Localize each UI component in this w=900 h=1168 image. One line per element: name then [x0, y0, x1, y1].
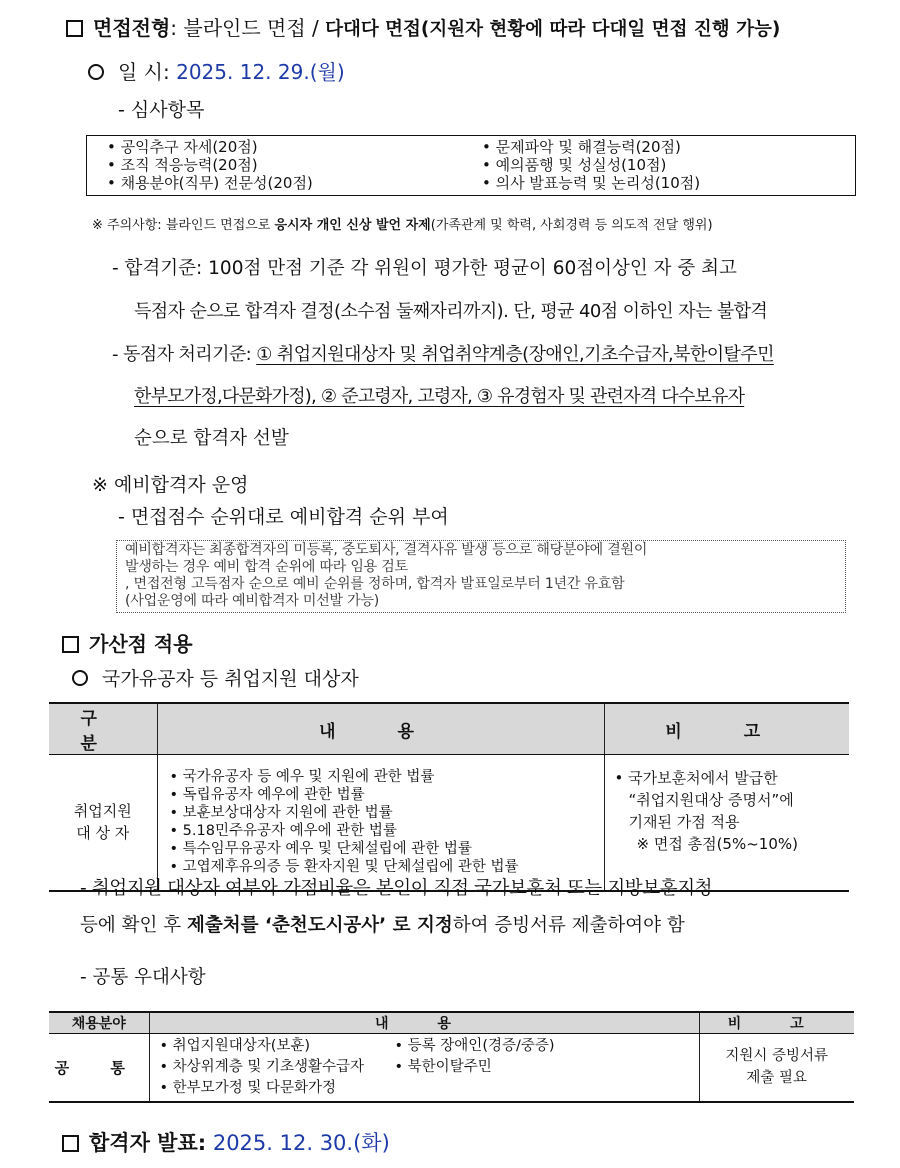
tie-rule-line1: - 동점자 처리기준: ① 취업지원대상자 및 취업취약계층(장애인,기초수급자,북한이탈주민	[112, 344, 774, 365]
common-title: - 공통 우대사항	[80, 967, 206, 988]
common-col-content: 내 용	[149, 1012, 699, 1034]
law-item: • 특수임무유공자 예우 및 단체설립에 관한 법률	[170, 840, 604, 858]
reserve-title: ※ 예비합격자 운영	[92, 474, 249, 496]
common-item: • 차상위계층 및 기초생활수급자	[160, 1057, 395, 1078]
tie-rule-line2: 한부모가정,다문화가정), ② 준고령자, 고령자, ③ 유경험자 및 관련자격 다수보유자	[134, 386, 745, 407]
common-col-note: 비 고	[699, 1012, 854, 1034]
bonus-content-cell	[157, 755, 604, 891]
interview-date: 일 시: 2025. 12. 29.(월)	[88, 58, 345, 86]
bonus-col-note: 비 고	[604, 703, 849, 755]
law-item: • 국가유공자 등 예우 및 지원에 관한 법률	[170, 768, 604, 786]
criteria-title: - 심사항목	[118, 99, 205, 121]
announce-date-value: 2025. 12. 30.(화)	[212, 1131, 390, 1155]
criteria-box	[86, 135, 856, 196]
common-note-cell: 지원시 증빙서류 제출 필요	[699, 1034, 854, 1102]
bonus-col-content: 내 용	[157, 703, 604, 755]
reserve-line: 발생하는 경우 예비 합격 순위에 따라 임용 검토	[125, 559, 408, 575]
pass-criteria-line2: 득점자 순으로 합격자 결정(소수점 둘째자리까지). 단, 평균 40점 이하인 자는 불합격	[134, 301, 768, 322]
reserve-line: , 면접전형 고득점자 순으로 예비 순위를 정하며, 합격자 발표일로부터 1년간 유효함	[125, 576, 625, 592]
criteria-item: • 문제파악 및 해결능력(20점)	[482, 138, 681, 156]
circle-bullet-icon	[88, 64, 104, 80]
law-item: • 고엽제후유의증 등 환자지원 및 단체설립에 관한 법률	[170, 858, 604, 876]
common-table	[49, 1011, 854, 1103]
common-item: • 북한이탈주민	[395, 1057, 555, 1078]
reserve-line: (사업운영에 따라 예비합격자 미선발 가능)	[125, 593, 380, 609]
criteria-right-list	[482, 138, 700, 192]
common-item: • 취업지원대상자(보훈)	[160, 1036, 395, 1057]
law-item: • 독립유공자 예우에 관한 법률	[170, 786, 604, 804]
checkbox-icon	[66, 20, 83, 37]
check-line2: 등에 확인 후 제출처를 ‘춘천도시공사’ 로 지정하여 증빙서류 제출하여야 함	[80, 915, 685, 936]
interview-date-value: 2025. 12. 29.(월)	[176, 60, 345, 84]
bonus-heading: 가산점 적용	[62, 630, 193, 658]
bonus-col-category: 구 분	[49, 703, 157, 755]
tie-rule-line3: 순으로 합격자 선발	[134, 428, 289, 449]
criteria-item: • 조직 적응능력(20점)	[107, 156, 258, 174]
check-line1: - 취업지원 대상자 여부와 가점비율은 본인이 직접 국가보훈처 또는 지방보훈지청	[80, 878, 713, 899]
law-item: • 보훈보상대상자 지원에 관한 법률	[170, 804, 604, 822]
criteria-item: • 공익추구 자세(20점)	[107, 138, 258, 156]
checkbox-icon	[62, 1135, 79, 1152]
reserve-sub: - 면접점수 순위대로 예비합격 순위 부여	[118, 506, 449, 528]
criteria-item: • 의사 발표능력 및 논리성(10점)	[482, 174, 701, 192]
criteria-item: • 예의품행 및 성실성(10점)	[482, 156, 667, 174]
common-list-left	[160, 1036, 395, 1099]
bonus-category-cell: 취업지원 대 상 자	[49, 755, 157, 891]
circle-bullet-icon	[72, 670, 88, 686]
interview-heading: 면접전형: 블라인드 면접 / 다대다 면접(지원자 현황에 따라 다대일 면접 진행 가능)	[66, 14, 780, 44]
reserve-box	[116, 540, 846, 613]
interview-note: ※ 주의사항: 블라인드 면접으로 응시자 개인 신상 발언 자제(가족관계 및 학력, 사회경력 등 의도적 전달 행위)	[92, 218, 713, 233]
common-content-cell	[149, 1034, 699, 1102]
reserve-line: 예비합격자는 최종합격자의 미등록, 중도퇴사, 결격사유 발생 등으로 해당분야에 결원이	[125, 542, 648, 558]
common-item: • 등록 장애인(경증/중증)	[395, 1036, 555, 1057]
common-col-category: 채용분야	[49, 1012, 149, 1034]
bonus-table	[49, 702, 849, 892]
checkbox-icon	[62, 636, 79, 653]
criteria-left-list	[107, 138, 313, 192]
common-item: • 한부모가정 및 다문화가정	[160, 1078, 395, 1099]
law-item: • 5.18민주유공자 예우에 관한 법률	[170, 822, 604, 840]
pass-criteria-line1: - 합격기준: 100점 만점 기준 각 위원이 평가한 평균이 60점이상인 자 중 최고	[112, 258, 737, 279]
announce-heading: 합격자 발표: 2025. 12. 30.(화)	[62, 1128, 390, 1158]
common-category-cell: 공 통	[49, 1034, 149, 1102]
law-list	[170, 768, 604, 876]
bonus-sub: 국가유공자 등 취업지원 대상자	[72, 665, 359, 693]
common-list-right	[395, 1036, 555, 1099]
criteria-item: • 채용분야(직무) 전문성(20점)	[107, 174, 313, 192]
bonus-note-cell: • 국가보훈처에서 발급한 “취업지원대상 증명서”에 기재된 가점 적용 ※ 면접 총점(5%~10%)	[604, 755, 849, 891]
